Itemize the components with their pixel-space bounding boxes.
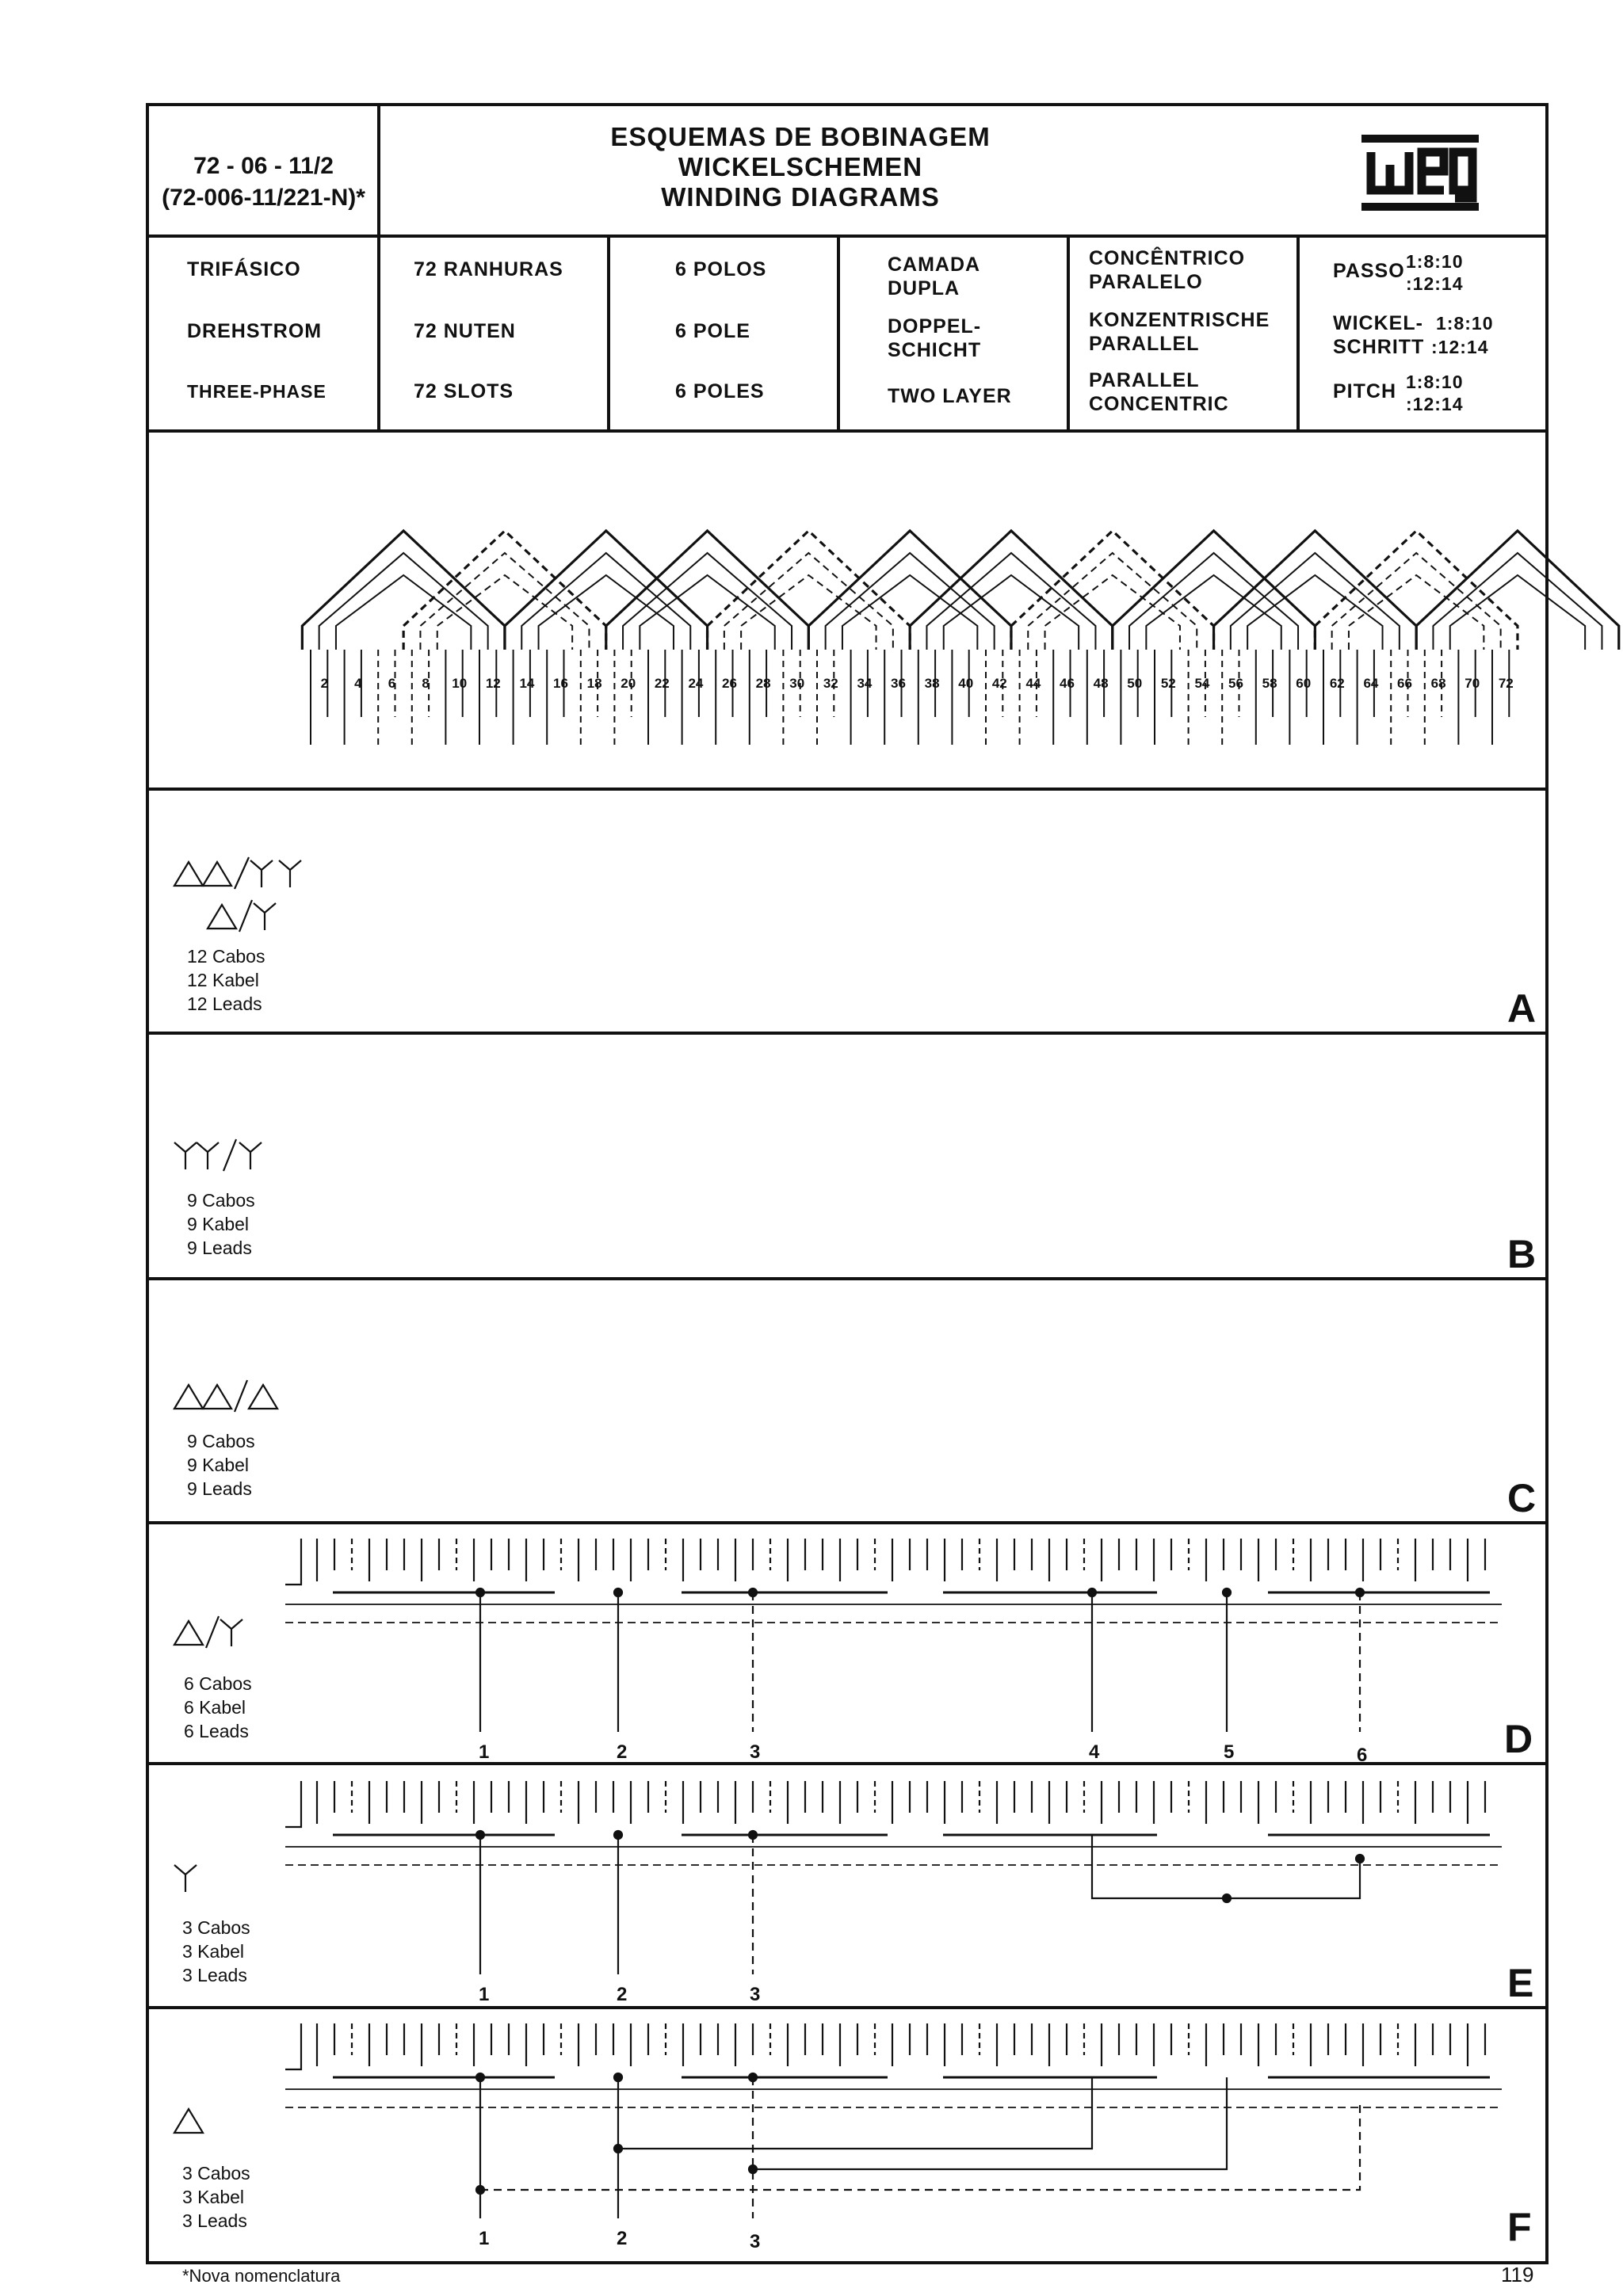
- slot-number: 22: [654, 676, 670, 691]
- lead-d-5: 5: [1224, 1741, 1235, 1763]
- junction-dot: [476, 1589, 484, 1596]
- slots-de: 72 NUTEN: [414, 320, 516, 342]
- type-de-2: PARALLEL: [1089, 333, 1200, 355]
- slot-number: 42: [991, 676, 1007, 691]
- title-line-pt: ESQUEMAS DE BOBINAGEM: [610, 122, 991, 151]
- junction-dot: [476, 2073, 484, 2081]
- title-line-de: WICKELSCHEMEN: [678, 152, 923, 181]
- panel-letter-a: A: [1507, 986, 1537, 1031]
- connection-diagram-e: [285, 1781, 1502, 1974]
- slot-number: 34: [857, 676, 873, 691]
- slot-number: 48: [1093, 676, 1109, 691]
- junction-dot: [476, 2186, 484, 2194]
- slot-number: 24: [688, 676, 704, 691]
- junction-dot: [749, 1589, 757, 1596]
- phase-en: THREE-PHASE: [187, 381, 327, 402]
- lead-d-1: 1: [479, 1741, 490, 1763]
- slot-number: 12: [485, 676, 501, 691]
- junction-dot: [1223, 1589, 1231, 1596]
- pitch-value-en-a: 1:8:10: [1406, 372, 1464, 392]
- lead-e-3: 3: [750, 1984, 761, 2005]
- junction-dot: [749, 1831, 757, 1839]
- page-number: 119: [1501, 2263, 1534, 2286]
- connection-diagram-d: [285, 1539, 1502, 1732]
- slot-number: 72: [1498, 676, 1514, 691]
- junction-dot: [1356, 1589, 1364, 1596]
- delta-wire: [618, 2077, 1092, 2149]
- pitch-label-de-2: SCHRITT: [1333, 336, 1425, 358]
- cables-label-f: 3 Cabos 3 Kabel 3 Leads: [182, 2163, 250, 2231]
- title-line-en: WINDING DIAGRAMS: [661, 182, 940, 212]
- lead-e-2: 2: [617, 1984, 628, 2005]
- terminal-tick: [285, 1781, 301, 1827]
- pitch-label-de-1: WICKEL-: [1333, 312, 1423, 334]
- slot-number: 58: [1262, 676, 1277, 691]
- panel-letter-c: C: [1507, 1476, 1537, 1520]
- terminal-tick: [285, 2023, 301, 2069]
- slot-number: 14: [519, 676, 535, 691]
- slot-number: 44: [1025, 676, 1041, 691]
- slot-number: 64: [1363, 676, 1379, 691]
- diagram-code-alt: (72-006-11/221-N)*: [162, 185, 365, 211]
- slot-number: 16: [553, 676, 568, 691]
- slot-number: 8: [422, 676, 430, 691]
- diagram-code: 72 - 06 - 11/2: [193, 153, 334, 179]
- lead-d-4: 4: [1089, 1741, 1100, 1763]
- type-en-2: CONCENTRIC: [1089, 393, 1229, 415]
- slot-number: 2: [320, 676, 329, 691]
- slot-number: 70: [1465, 676, 1480, 691]
- slot-number: 32: [823, 676, 838, 691]
- type-de-1: KONZENTRISCHE: [1089, 309, 1270, 331]
- slot-number: 56: [1228, 676, 1243, 691]
- connection-diagram-f: [285, 2023, 1502, 2218]
- junction-dot: [614, 1589, 622, 1596]
- layer-de-2: SCHICHT: [888, 339, 982, 361]
- pitch-value-pt-a: 1:8:10: [1406, 251, 1464, 272]
- panel-letter-b: B: [1507, 1232, 1537, 1276]
- lead-f-3: 3: [750, 2231, 761, 2252]
- slot-number: 68: [1430, 676, 1446, 691]
- slot-number: 30: [789, 676, 805, 691]
- lead-f-1: 1: [479, 2228, 490, 2249]
- phase-pt: TRIFÁSICO: [187, 258, 301, 280]
- poles-en: 6 POLES: [675, 380, 765, 402]
- cables-label-c: 9 Cabos 9 Kabel 9 Leads: [187, 1431, 255, 1499]
- lead-d-3: 3: [750, 1741, 761, 1763]
- slot-number: 40: [958, 676, 974, 691]
- slot-number: 6: [388, 676, 396, 691]
- star-point-dot: [1223, 1894, 1231, 1902]
- panel-letter-d: D: [1504, 1717, 1533, 1761]
- pitch-value-de-b: :12:14: [1431, 337, 1489, 357]
- footer-note: *Nova nomenclatura: [182, 2266, 341, 2286]
- poles-pt: 6 POLOS: [675, 258, 767, 280]
- lead-f-2: 2: [617, 2228, 628, 2249]
- layer-de-1: DOPPEL-: [888, 315, 982, 338]
- junction-dot: [614, 2145, 622, 2153]
- slot-number: 52: [1160, 676, 1176, 691]
- slot-number: 50: [1127, 676, 1143, 691]
- pitch-value-en-b: :12:14: [1406, 394, 1464, 414]
- panel-letter-e: E: [1507, 1961, 1534, 2005]
- type-pt-2: PARALELO: [1089, 271, 1203, 293]
- lead-e-1: 1: [479, 1984, 490, 2005]
- pitch-label-en: PITCH: [1333, 380, 1396, 402]
- slots-pt: 72 RANHURAS: [414, 258, 563, 280]
- junction-dot: [749, 2073, 757, 2081]
- type-pt-1: CONCÊNTRICO: [1089, 247, 1246, 269]
- star-point-wire: [1092, 1835, 1360, 1898]
- junction-dot: [614, 1831, 622, 1839]
- poles-de: 6 POLE: [675, 320, 750, 342]
- slot-number: 10: [452, 676, 468, 691]
- slots-en: 72 SLOTS: [414, 380, 514, 402]
- slot-number: 54: [1194, 676, 1210, 691]
- pitch-value-de-a: 1:8:10: [1436, 313, 1494, 334]
- junction-dot: [749, 2165, 757, 2173]
- cables-label-d: 6 Cabos 6 Kabel 6 Leads: [184, 1673, 252, 1741]
- slot-number: 62: [1329, 676, 1345, 691]
- cables-label-a: 12 Cabos 12 Kabel 12 Leads: [187, 946, 265, 1014]
- slot-number: 18: [586, 676, 602, 691]
- junction-dot: [1088, 1589, 1096, 1596]
- type-en-1: PARALLEL: [1089, 369, 1200, 391]
- slot-number: 4: [354, 676, 362, 691]
- cables-label-e: 3 Cabos 3 Kabel 3 Leads: [182, 1917, 250, 1985]
- panel-letter-f: F: [1507, 2205, 1532, 2249]
- junction-dot: [1356, 1855, 1364, 1863]
- slot-number: 36: [891, 676, 906, 691]
- terminal-tick: [285, 1539, 301, 1585]
- layer-pt-1: CAMADA: [888, 254, 981, 276]
- pitch-value-pt-b: :12:14: [1406, 273, 1464, 294]
- lead-d-2: 2: [617, 1741, 628, 1763]
- delta-wire: [753, 2077, 1227, 2169]
- layer-pt-2: DUPLA: [888, 277, 960, 299]
- junction-dot: [614, 2073, 622, 2081]
- slot-number: 28: [755, 676, 771, 691]
- slot-number: 66: [1397, 676, 1412, 691]
- slot-number: 26: [722, 676, 737, 691]
- slot-number: 20: [621, 676, 636, 691]
- slot-number: 60: [1296, 676, 1312, 691]
- lead-d-6: 6: [1357, 1745, 1368, 1766]
- delta-wire: [480, 2101, 1360, 2190]
- slot-number: 46: [1060, 676, 1075, 691]
- layer-en: TWO LAYER: [888, 385, 1012, 407]
- cables-label-b: 9 Cabos 9 Kabel 9 Leads: [187, 1190, 255, 1258]
- slot-number: 38: [924, 676, 940, 691]
- pitch-label-pt: PASSO: [1333, 260, 1405, 282]
- phase-de: DREHSTROM: [187, 320, 323, 342]
- junction-dot: [476, 1831, 484, 1839]
